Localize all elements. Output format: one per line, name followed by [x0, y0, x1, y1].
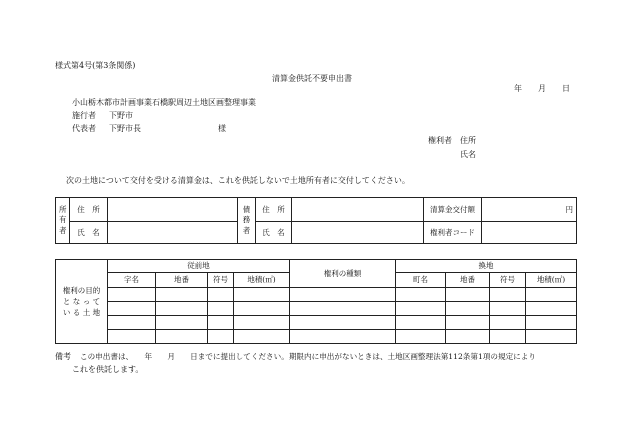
note-label: 備考 [55, 352, 71, 361]
date-month-label: 月 [538, 84, 546, 93]
owner-address-field[interactable] [108, 198, 238, 222]
table-row [56, 316, 577, 330]
note-line-2: これを供託します。 [72, 365, 144, 374]
representative-value: 下野市長 [109, 124, 141, 133]
yen-unit: 円 [565, 204, 573, 214]
table-row [56, 288, 577, 302]
owner-debtor-table [55, 197, 577, 244]
settlement-amount-label: 清算金交付額 [424, 198, 482, 222]
settlement-amount-field[interactable] [482, 198, 577, 222]
col-town-name: 町名 [396, 273, 446, 288]
rights-holder-code-label: 権利者コード [424, 222, 482, 244]
intro-text: 次の土地について交付を受ける清算金は、これを供託しないで土地所有者に交付してください。 [66, 176, 410, 185]
applicant-address-label: 住所 [460, 136, 476, 145]
honorific-sama: 様 [218, 124, 226, 133]
operator-value: 下野市 [109, 111, 133, 120]
date-day-label: 日 [562, 84, 570, 93]
replotted-land-header: 換地 [396, 260, 577, 273]
col-before-area: 地積(㎡) [234, 273, 290, 288]
col-before-code: 符号 [208, 273, 234, 288]
col-after-lot-number: 地番 [446, 273, 490, 288]
owner-vertical-label: 所 有 者 [56, 198, 70, 244]
representative-label: 代表者 [72, 124, 96, 133]
date-year-label: 年 [514, 84, 522, 93]
col-before-lot-number: 地番 [156, 273, 208, 288]
applicant-name-label: 氏名 [460, 150, 476, 159]
land-table [55, 259, 577, 344]
owner-name-field[interactable] [108, 222, 238, 244]
debtor-address-label: 住 所 [256, 198, 292, 222]
previous-land-header: 従前地 [108, 260, 290, 273]
operator-label: 施行者 [72, 111, 96, 120]
debtor-address-field[interactable] [292, 198, 424, 222]
form-number: 様式第4号(第3条関係) [55, 61, 136, 70]
col-aza-name: 字名 [108, 273, 156, 288]
debtor-vertical-label: 債 務 者 [238, 198, 256, 244]
rights-holder-code-field[interactable] [482, 222, 577, 244]
table-row [56, 330, 577, 344]
table-row [56, 302, 577, 316]
note-line-1: この申出書は、 年 月 日までに提出してください。期限内に申出がないときは、土地区画整理法第112条第1項の規定により [80, 352, 536, 361]
project-name: 小山栃木都市計画事業石橋駅周辺土地区画整理事業 [72, 98, 256, 107]
document-title: 清算金供託不要申出書 [272, 74, 352, 83]
land-purpose-label: 権利の目的 と な っ て い る 土 地 [56, 260, 108, 344]
rights-type-header: 権利の種類 [290, 260, 396, 288]
debtor-name-field[interactable] [292, 222, 424, 244]
col-after-code: 符号 [490, 273, 526, 288]
debtor-name-label: 氏 名 [256, 222, 292, 244]
rights-holder-label: 権利者 [428, 136, 452, 145]
col-after-area: 地積(㎡) [526, 273, 577, 288]
owner-address-label: 住 所 [70, 198, 108, 222]
owner-name-label: 氏 名 [70, 222, 108, 244]
